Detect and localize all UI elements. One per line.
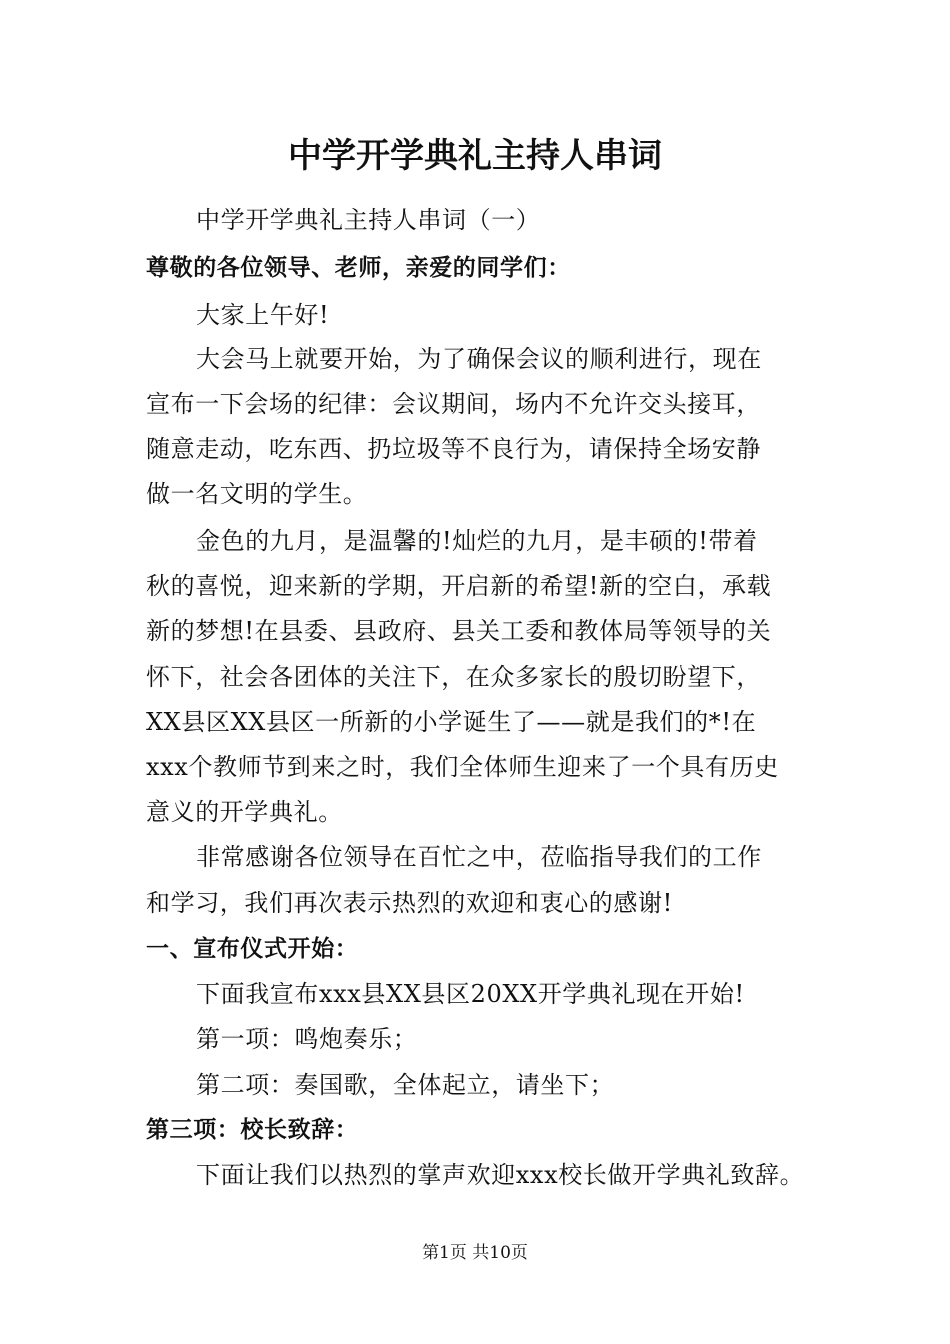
paragraph-line: 下面我宣布xxx县XX县区20XX开学典礼现在开始! — [196, 980, 745, 1008]
paragraph-line: 大会马上就要开始，为了确保会议的顺利进行，现在 — [196, 345, 762, 373]
paragraph-line: 新的梦想!在县委、县政府、县关工委和教体局等领导的关 — [146, 617, 772, 645]
paragraph-line: xxx个教师节到来之时，我们全体师生迎来了一个具有历史 — [146, 753, 779, 781]
agenda-item: 第一项：鸣炮奏乐； — [196, 1025, 418, 1053]
paragraph-line: 秋的喜悦，迎来新的学期，开启新的希望!新的空白，承载 — [146, 572, 772, 600]
paragraph-line: 随意走动，吃东西、扔垃圾等不良行为，请保持全场安静 — [146, 435, 761, 463]
paragraph-line: XX县区XX县区一所新的小学诞生了——就是我们的*!在 — [146, 708, 757, 736]
paragraph-line: 金色的九月，是温馨的!灿烂的九月，是丰硕的!带着 — [196, 527, 758, 555]
page-number-footer: 第1页 共10页 — [422, 1243, 528, 1263]
section-heading: 一、宣布仪式开始： — [146, 936, 359, 962]
paragraph-line: 意义的开学典礼。 — [146, 798, 343, 826]
agenda-item: 第二项：奏国歌，全体起立，请坐下； — [196, 1071, 615, 1099]
paragraph-line: 非常感谢各位领导在百忙之中，莅临指导我们的工作 — [196, 843, 762, 871]
document-title: 中学开学典礼主持人串词 — [288, 136, 662, 176]
paragraph-line: 怀下，社会各团体的关注下，在众多家长的殷切盼望下， — [146, 663, 761, 691]
greeting-line: 大家上午好! — [196, 301, 330, 329]
subtitle-line: 中学开学典礼主持人串词（一） — [196, 206, 541, 234]
paragraph-line: 和学习，我们再次表示热烈的欢迎和衷心的感谢! — [146, 889, 673, 917]
salutation-heading: 尊敬的各位领导、老师，亲爱的同学们： — [146, 255, 571, 281]
paragraph-line: 做一名文明的学生。 — [146, 480, 368, 508]
paragraph-line: 下面让我们以热烈的掌声欢迎xxx校长做开学典礼致辞。 — [196, 1161, 805, 1189]
paragraph-line: 宣布一下会场的纪律：会议期间，场内不允许交头接耳， — [146, 390, 761, 418]
section-heading: 第三项：校长致辞： — [146, 1117, 359, 1143]
